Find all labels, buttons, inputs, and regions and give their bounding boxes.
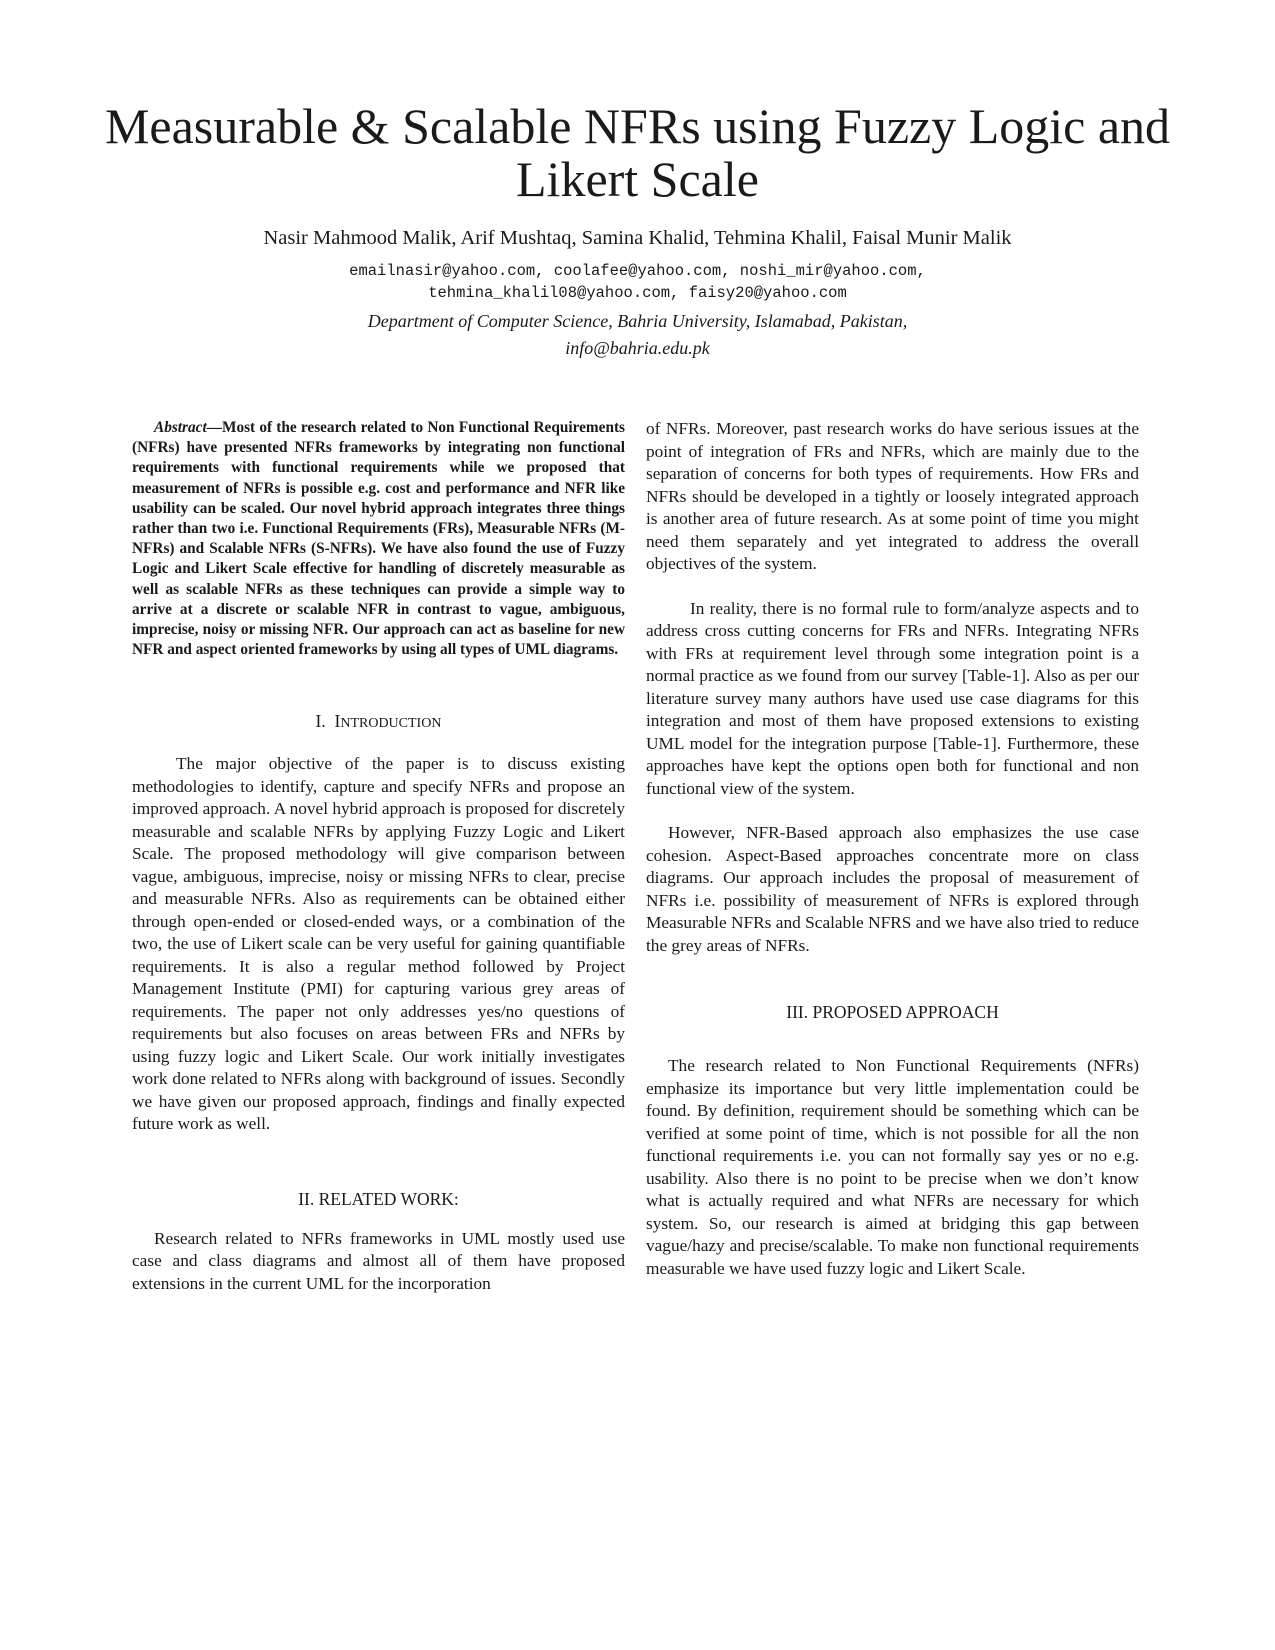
affiliation-line-1: Department of Computer Science, Bahria University, Islamabad, Pakistan, xyxy=(367,311,908,331)
related-work-paragraph-continued: of NFRs. Moreover, past research works do have serious issues at the point of integration of FRs and NFRs, which are mainly due to the separation of concerns for both types of requirements. How FRs and NFRs should be developed in a tightly or loosely integrated approach is another area of future research. As at some point of time you might need them separately and yet integrated to address the overall objectives of the system. xyxy=(646,419,1139,573)
section-heading-related-work: II. RELATED WORK: xyxy=(298,1188,459,1209)
intro-number: I. xyxy=(315,711,326,732)
intro-paragraph: The major objective of the paper is to discuss existing methodologies to identify, capture and specify NFRs and propose an improved approach. A novel hybrid approach is proposed for discretely measurable and scalable NFRs by applying Fuzzy Logic and Likert Scale. The proposed methodology will give comparison between vague, ambiguous, imprecise, noisy or missing NFRs to clear, precise and measurable NFRs. Also as requirements can be obtained either through open-ended or closed-ended ways, or a combination of the two, the use of Likert scale can be very useful for gaining quantifiable requirements. It is also a regular method followed by Project Management Institute (PMI) for capturing various grey areas of requirements. The paper not only addresses yes/no questions of requirements but also focuses on areas between FRs and NFRs by using fuzzy logic and Likert Scale. Our work initially investigates work done related to NFRs along with background of issues. Secondly we have given our proposed approach, findings and finally expected future work as well. xyxy=(132,754,625,1134)
section-heading-introduction xyxy=(132,710,625,735)
intro-title-initial: I xyxy=(334,711,341,732)
author-list: Nasir Mahmood Malik, Arif Mushtaq, Samina Khalid, Tehmina Khalil, Faisal Munir Malik xyxy=(263,227,1012,249)
proposed-approach-paragraph: The research related to Non Functional Requirements (NFRs) emphasize its importance but very little implementation could be found. By definition, requirement should be something which can be verified at some point of time, which is not possible for all the non functional requirements i.e. you can not formally say yes or no e.g. usability. Also there is no point to be precise when we don’t know what is actually required and what NFRs are necessary for which system. So, our research is aimed at bridging this gap between vague/hazy and precise/scalable. To make non functional requirements measurable we have used fuzzy logic and Likert Scale. xyxy=(646,1056,1139,1278)
intro-title-rest: NTRODUCTION xyxy=(340,716,442,732)
affiliation xyxy=(80,308,1195,362)
abstract xyxy=(132,418,625,660)
abstract-body: —Most of the research related to Non Functional Requirements (NFRs) have presented NFRs frameworks by integrating non functional requirements with functional requirements while we proposed that measurement of NFRs is possible e.g. cost and performance and NFR like usability can be scaled. Our novel hybrid approach integrates three things rather than two i.e. Functional Requirements (FRs), Measurable NFRs (M-NFRs) and Scalable NFRs (S-NFRs). We have also found the use of Fuzzy Logic and Likert Scale effective for handling of discretely measurable as well as scalable NFRs as these techniques can provide a simple way to arrive at a discrete or scalable NFR in contrast to vague, ambiguous, imprecise, noisy or missing NFR. Our approach can act as baseline for new NFR and aspect oriented frameworks by using all types of UML diagrams. xyxy=(132,419,625,659)
author-emails xyxy=(80,260,1195,304)
right-column xyxy=(646,418,1139,1280)
abstract-label: Abstract xyxy=(154,419,207,436)
email-line-2: tehmina_khalil08@yahoo.com, faisy20@yahoo.com xyxy=(428,284,847,302)
affiliation-line-2: info@bahria.edu.pk xyxy=(565,338,710,358)
paper-title: Measurable & Scalable NFRs using Fuzzy Logic and Likert Scale xyxy=(104,98,1171,207)
related-work-paragraph-start: Research related to NFRs frameworks in UML mostly used use case and class diagrams and almost all of them have proposed extensions in the current UML for the incorporation xyxy=(132,1228,625,1293)
related-work-paragraph-2: In reality, there is no formal rule to form/analyze aspects and to address cross cutting concerns for FRs and NFRs. Integrating NFRs with FRs at requirement level through some integration point is a normal practice as we found from our survey [Table-1]. Also as per our literature survey many authors have used use case diagrams for this integration and most of them have proposed extensions to existing UML model for the integration purpose [Table-1]. Furthermore, these approaches have kept the options open both for functional and non functional view of the system. xyxy=(646,598,1139,798)
left-column xyxy=(132,418,625,1295)
section-heading-proposed-approach: III. PROPOSED APPROACH xyxy=(786,1002,999,1022)
related-work-paragraph-3: However, NFR-Based approach also emphasizes the use case cohesion. Aspect-Based approaches concentrate more on class diagrams. Our approach includes the proposal of measurement of NFRs i.e. possibility of measurement of NFRs is explored through Measurable NFRs and Scalable NFRS and we have also tried to reduce the grey areas of NFRs. xyxy=(646,823,1139,955)
email-line-1: emailnasir@yahoo.com, coolafee@yahoo.com, noshi_mir@yahoo.com, xyxy=(349,262,926,280)
